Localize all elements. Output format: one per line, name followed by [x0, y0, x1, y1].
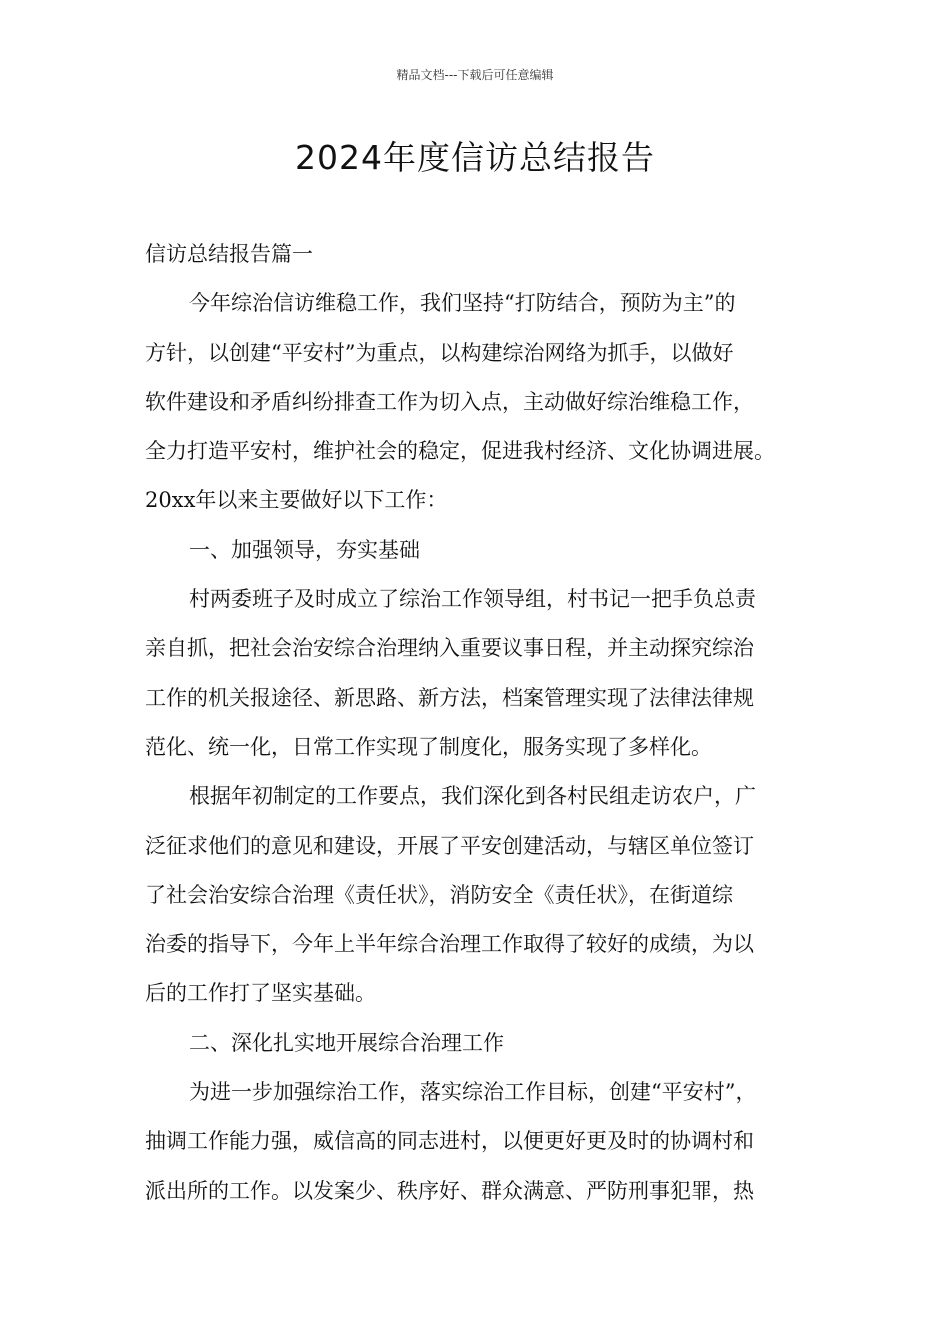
document-title: 2024年度信访总结报告 [295, 138, 655, 177]
body-line: 范化、统一化，日常工作实现了制度化，服务实现了多样化。 [145, 734, 712, 759]
body-line: 20xx年以来主要做好以下工作： [145, 488, 448, 513]
document-body [145, 230, 815, 1216]
body-line: 治委的指导下，今年上半年综合治理工作取得了较好的成绩，为以 [145, 932, 754, 957]
body-line: 为进一步加强综治工作，落实综治工作目标，创建“平安村”， [189, 1080, 757, 1105]
body-line: 方针，以创建“平安村”为重点，以构建综治网络为抓手，以做好 [145, 340, 734, 365]
body-line: 村两委班子及时成立了综治工作领导组，村书记一把手负总责 [189, 587, 756, 612]
body-line: 抽调工作能力强，威信高的同志进村，以便更好更及时的协调村和 [145, 1129, 754, 1154]
header-note: 精品文档---下载后可任意编辑 [396, 68, 554, 82]
body-line: 信访总结报告篇一 [145, 242, 313, 266]
body-line: 根据年初制定的工作要点，我们深化到各村民组走访农户，广 [189, 784, 756, 809]
body-line: 全力打造平安村，维护社会的稳定，促进我村经济、文化协调进展。 [145, 439, 775, 464]
body-line: 泛征求他们的意见和建设，开展了平安创建活动，与辖区单位签订 [145, 833, 754, 858]
body-line: 亲自抓，把社会治安综合治理纳入重要议事日程，并主动探究综治 [145, 636, 754, 661]
body-line: 一、加强领导，夯实基础 [189, 537, 420, 562]
body-line: 工作的机关报途径、新思路、新方法，档案管理实现了法律法律规 [145, 685, 754, 710]
body-line: 软件建设和矛盾纠纷排查工作为切入点，主动做好综治维稳工作， [145, 389, 754, 414]
body-line: 派出所的工作。以发案少、秩序好、群众满意、严防刑事犯罪，热 [145, 1178, 754, 1203]
body-line: 后的工作打了坚实基础。 [145, 981, 376, 1006]
body-line: 二、深化扎实地开展综合治理工作 [189, 1030, 504, 1055]
body-line: 了社会治安综合治理《责任状》，消防安全《责任状》，在街道综 [145, 882, 733, 907]
body-line: 今年综治信访维稳工作，我们坚持“打防结合，预防为主”的 [189, 291, 736, 316]
